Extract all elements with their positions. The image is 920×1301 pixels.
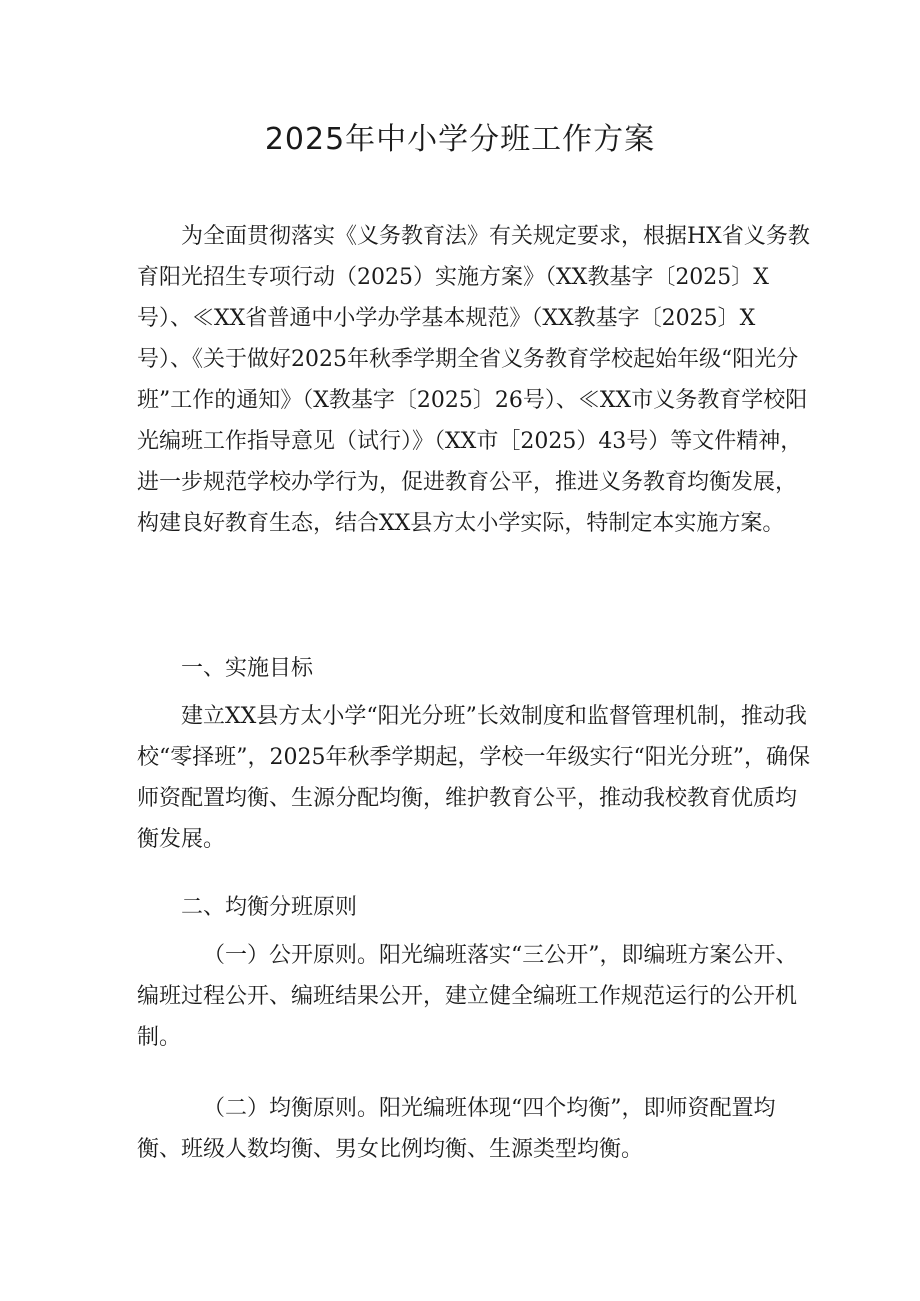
document-title: 2025年中小学分班工作方案 — [264, 122, 656, 157]
intro-paragraph: 为全面贯彻落实《义务教育法》有关规定要求，根据HX省义务教育阳光招生专项行动（2025）实施方案》（XX教基字〔2025〕X号）、≪XX省普通中小学办学基本规范》（XX教基字〔2025〕X号）、《关于做好2025年秋季学期全省义务教育学校起始年级“阳光分班”工作的通知》（X教基字〔2025〕26号）、≪XX市义务教育学校阳光编班工作指导意见（试行）》（XX市［2025）43号）等文件精神，进一步规范学校办学行为，促进教育公平，推进义务教育均衡发展，构建良好教育生态，结合XX县方太小学实际，特制定本实施方案。 — [137, 224, 810, 536]
principle-balance-paragraph: （二）均衡原则。阳光编班体现“四个均衡”，即师资配置均衡、班级人数均衡、男女比例均衡、生源类型均衡。 — [137, 1096, 776, 1162]
goals-paragraph: 建立XX县方太小学“阳光分班”长效制度和监督管理机制，推动我校“零择班”，2025年秋季学期起，学校一年级实行“阳光分班”，确保师资配置均衡、生源分配均衡，维护教育公平，推动我校教育优质均衡发展。 — [137, 704, 810, 852]
principle-open-paragraph: （一）公开原则。阳光编班落实“三公开”，即编班方案公开、编班过程公开、编班结果公开，建立健全编班工作规范运行的公开机制。 — [137, 943, 798, 1050]
section-heading-principles: 二、均衡分班原则 — [181, 895, 358, 920]
section-heading-goals: 一、实施目标 — [181, 656, 314, 681]
